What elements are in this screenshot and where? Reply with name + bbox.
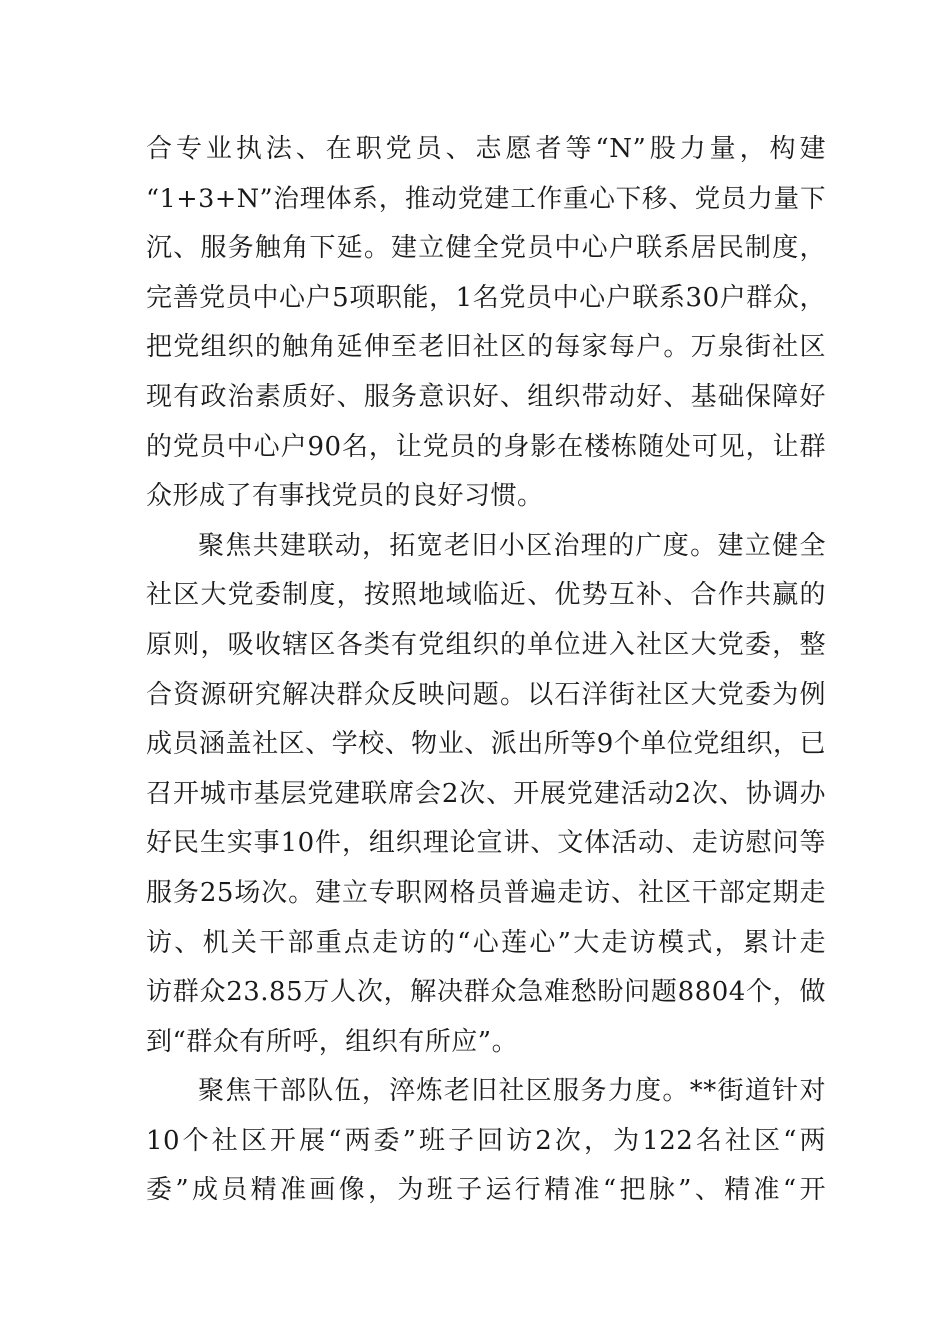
text-line: 服务25场次。建立专职网格员普遍走访、社区干部定期走 bbox=[146, 877, 826, 908]
text-line: 现有政治素质好、服务意识好、组织带动好、基础保障好 bbox=[146, 381, 826, 412]
text-line: 合资源研究解决群众反映问题。以石洋街社区大党委为例 bbox=[146, 679, 826, 710]
text-line: “1+3+N”治理体系，推动党建工作重心下移、党员力量下 bbox=[146, 183, 826, 214]
text-line: 访群众23.85万人次，解决群众急难愁盼问题8804个，做 bbox=[146, 977, 826, 1008]
paragraph-start-line: 聚焦干部队伍，淬炼老旧社区服务力度。**街道针对 bbox=[198, 1076, 826, 1107]
text-line: 众形成了有事找党员的良好习惯。 bbox=[146, 481, 544, 512]
text-line: 成员涵盖社区、学校、物业、派出所等9个单位党组织，已 bbox=[146, 729, 826, 760]
text-line: 到“群众有所呼，组织有所应”。 bbox=[146, 1026, 519, 1057]
text-line: 10个社区开展“两委”班子回访2次，为122名社区“两 bbox=[146, 1125, 826, 1156]
text-line: 的党员中心户90名，让党员的身影在楼栋随处可见，让群 bbox=[146, 431, 826, 462]
text-line: 原则，吸收辖区各类有党组织的单位进入社区大党委，整 bbox=[146, 629, 826, 660]
text-line: 合专业执法、在职党员、志愿者等“N”股力量，构建 bbox=[146, 134, 826, 164]
text-line: 召开城市基层党建联席会2次、开展党建活动2次、协调办 bbox=[146, 778, 826, 809]
text-line: 访、机关干部重点走访的“心莲心”大走访模式，累计走 bbox=[146, 927, 826, 958]
body-text bbox=[146, 125, 826, 1216]
text-line: 完善党员中心户5项职能，1名党员中心户联系30户群众， bbox=[146, 282, 826, 313]
text-line: 沉、服务触角下延。建立健全党员中心户联系居民制度， bbox=[146, 233, 826, 264]
paragraph-start-line: 聚焦共建联动，拓宽老旧小区治理的广度。建立健全 bbox=[198, 530, 826, 561]
text-line: 社区大党委制度，按照地域临近、优势互补、合作共赢的 bbox=[146, 580, 826, 611]
text-line: 委”成员精准画像，为班子运行精准“把脉”、精准“开 bbox=[146, 1175, 826, 1206]
text-line: 好民生实事10件，组织理论宣讲、文体活动、走访慰问等 bbox=[146, 828, 826, 859]
text-line: 把党组织的触角延伸至老旧社区的每家每户。万泉街社区 bbox=[146, 332, 826, 363]
